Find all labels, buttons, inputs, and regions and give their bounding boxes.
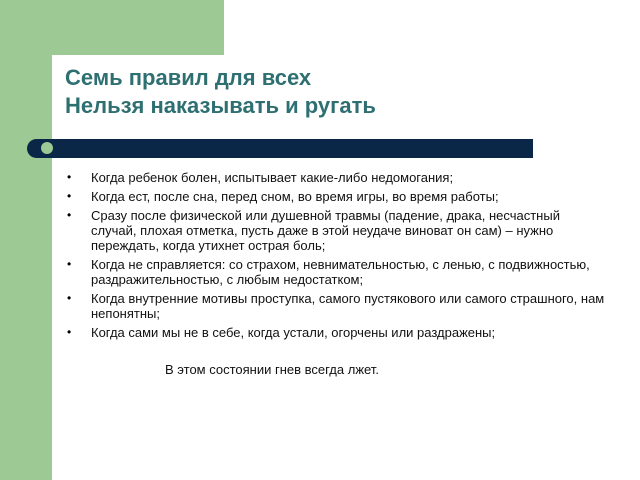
bullet-icon: • xyxy=(67,291,72,305)
list-item-text: Когда ест, после сна, перед сном, во время игры, во время работы; xyxy=(91,189,499,204)
title-line-2: Нельзя наказывать и ругать xyxy=(65,93,376,118)
list-item xyxy=(67,291,607,321)
list-item-text: Когда ребенок болен, испытывает какие-либо недомогания; xyxy=(91,170,454,185)
list-item xyxy=(67,325,607,340)
green-top-block xyxy=(0,0,224,55)
bar-dot-icon xyxy=(41,142,53,154)
bullet-icon: • xyxy=(67,325,72,339)
list-item-text: Когда сами мы не в себе, когда устали, огорчены или раздражены; xyxy=(91,325,496,340)
green-side-band xyxy=(0,0,52,480)
bullet-icon: • xyxy=(67,257,72,271)
title-line-1: Семь правил для всех xyxy=(65,65,312,90)
list-item-text: Сразу после физической или душевной травмы (падение, драка, несчастный случай, плохая отметка, пусть даже в этой неудаче виноват он сам) – нужно переждать, когда утихнет острая боль; xyxy=(91,208,560,253)
closing-note: В этом состоянии гнев всегда лжет. xyxy=(165,362,379,377)
list-item xyxy=(67,257,607,287)
bullet-icon: • xyxy=(67,208,72,222)
bullet-list xyxy=(67,170,607,344)
bullet-icon: • xyxy=(67,189,72,203)
slide-title xyxy=(65,64,625,120)
divider-bar xyxy=(27,139,533,158)
list-item xyxy=(67,208,607,253)
list-item xyxy=(67,189,607,204)
bullet-icon: • xyxy=(67,170,72,184)
list-item xyxy=(67,170,607,185)
list-item-text: Когда не справляется: со страхом, невнимательностью, с ленью, с подвижностью, раздражительностью, с любым недостатком; xyxy=(91,257,590,287)
list-item-text: Когда внутренние мотивы проступка, самого пустякового или самого страшного, нам непонятны; xyxy=(91,291,605,321)
